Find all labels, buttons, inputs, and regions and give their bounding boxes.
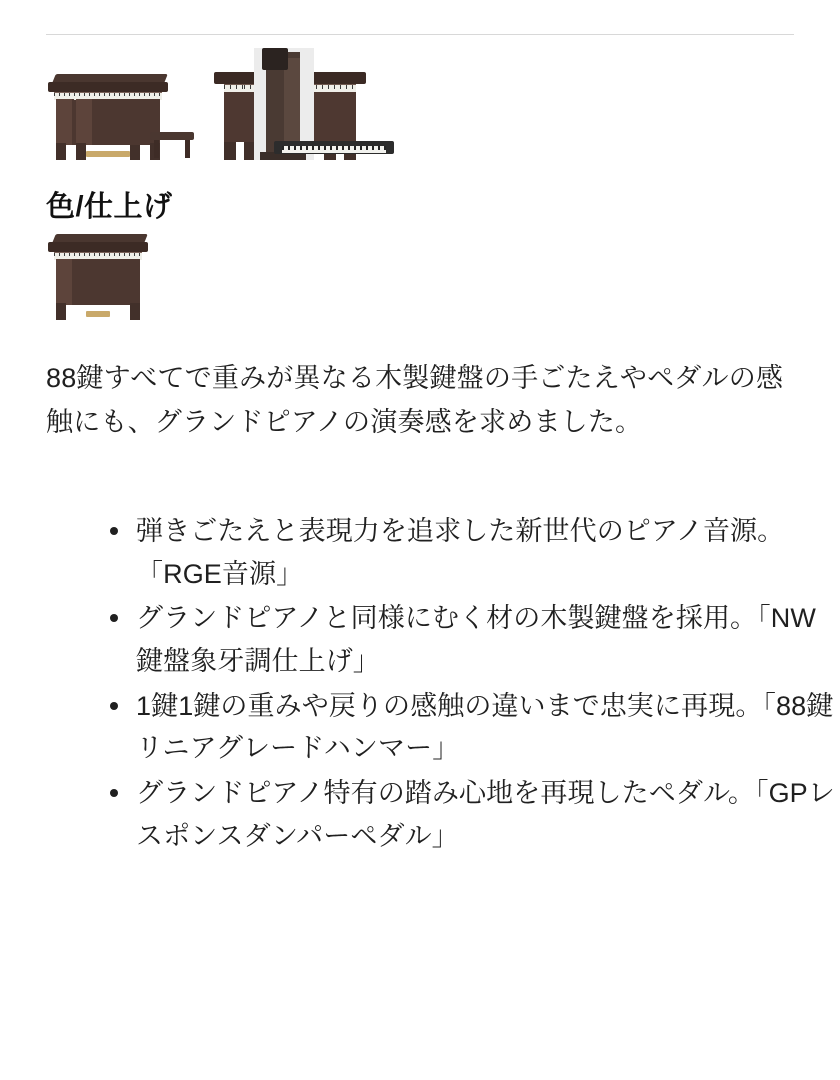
- list-item: 弾きごたえと表現力を追求した新世代のピアノ音源。「RGE音源」: [136, 510, 836, 595]
- section-title-color-finish: 色/仕上げ: [46, 191, 173, 224]
- product-thumbnail-strip: [46, 48, 794, 160]
- feature-list: [94, 510, 836, 859]
- list-item: 1鍵1鍵の重みや戻りの感触の違いまで忠実に再現。「88鍵リニアグレードハンマー」: [136, 685, 836, 770]
- piano-bench-icon: [150, 132, 194, 158]
- upright-piano-rosewood-finish-icon: [46, 228, 150, 320]
- finish-swatch-rosewood[interactable]: [46, 208, 166, 320]
- finish-swatch-list: [46, 208, 166, 304]
- section-divider: [46, 34, 794, 35]
- thumbnail-upright-piano-with-bench[interactable]: [66, 64, 194, 160]
- list-item: グランドピアノと同様にむく材の木製鍵盤を採用。「NW鍵盤象牙調仕上げ」: [136, 597, 836, 682]
- portable-slab-keyboard-icon: [274, 132, 394, 160]
- list-item: グランドピアノ特有の踏み心地を再現したペダル。「GPレスポンスダンパーペダル」: [136, 772, 836, 857]
- lead-paragraph: 88鍵すべてで重みが異なる木製鍵盤の手ごたえやペダルの感触にも、グランドピアノの演奏感を求めました。: [46, 363, 784, 437]
